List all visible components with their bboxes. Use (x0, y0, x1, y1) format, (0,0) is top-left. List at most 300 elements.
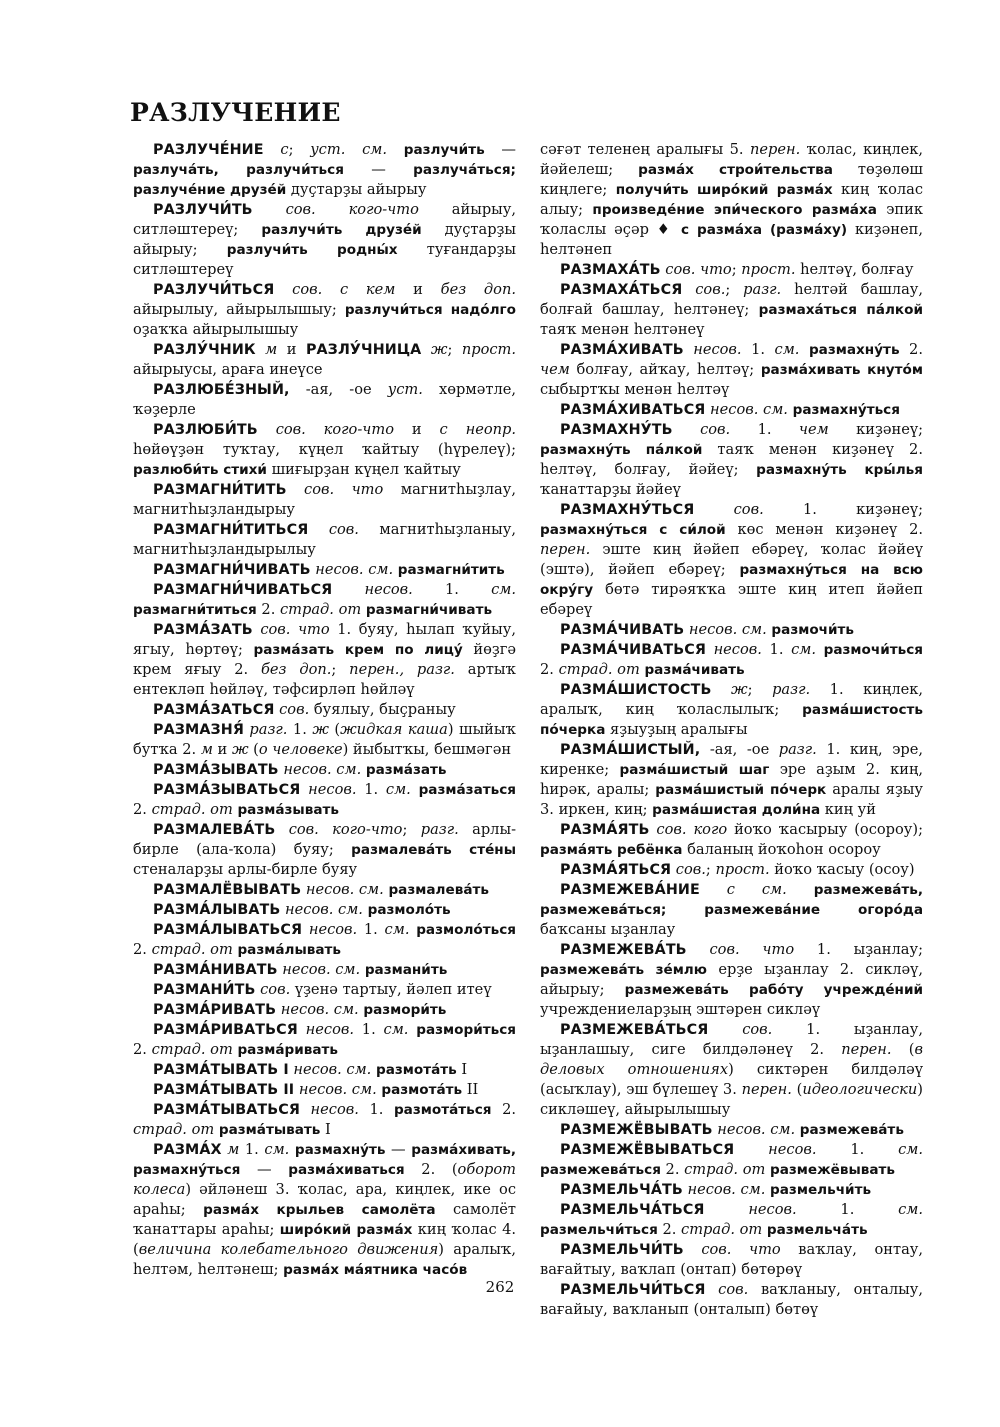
headword: РАЗМАЗНЯ́ (153, 722, 244, 738)
headword: РАЗМА́ХИВАТЬСЯ (560, 402, 706, 418)
headword: РАЗМА́ЗЫВАТЬСЯ (153, 782, 301, 798)
italic-note: несов. см. (710, 401, 788, 418)
italic-note: разг. (772, 681, 811, 698)
entry-text: баҡсаны ыҙанлау (540, 921, 676, 938)
italic-note: сов. (742, 1021, 773, 1038)
entry-text: -ая, -ое (289, 381, 388, 398)
headword: РАЗМА́ЗАТЬСЯ (153, 702, 275, 718)
italic-note: несов. см. (305, 881, 384, 898)
bold-phrase: размежева́ть рабо́ту учрежде́ний (624, 982, 923, 998)
bold-phrase: размота́ть (375, 1062, 457, 1078)
entry-text (421, 341, 430, 358)
entry-text: ; (288, 141, 311, 158)
entry-text: эпик ҡоласлы әҫәр ♦ (540, 201, 923, 238)
italic-note: см. (774, 341, 800, 358)
dictionary-entry (540, 400, 923, 420)
italic-note: несов. см. (687, 1181, 766, 1198)
headword: РАЗМА́ЯТЬ (560, 822, 650, 838)
italic-note: разг. (743, 281, 782, 298)
bold-phrase: размахну́ться (792, 402, 900, 418)
entry-text: ) сикләшеү, айырылышыу (540, 1081, 923, 1118)
italic-note: разг. (778, 741, 817, 758)
italic-note: страд. от (151, 1041, 233, 1058)
entry-text: ; (447, 341, 462, 358)
dictionary-entry (540, 680, 923, 740)
dictionary-entry (133, 820, 516, 880)
entry-text: 2. (133, 801, 152, 818)
italic-note: несов. см. (293, 1061, 372, 1078)
italic-note: сов. (279, 701, 310, 718)
dictionary-entry (540, 1020, 923, 1120)
entry-text: киҙәнеп, һелтәнеп (540, 221, 923, 258)
bold-phrase: размахну́ться на всю окру́гу (540, 562, 923, 598)
italic-note: несов. (748, 1201, 797, 1218)
headword: РАЗЛЮБИ́ТЬ (153, 422, 258, 438)
dictionary-entry (540, 880, 923, 940)
entry-text: ; (725, 281, 744, 298)
entry-text (708, 1021, 742, 1038)
italic-note: несов. см. (717, 1121, 796, 1138)
entry-text: 1. (796, 1201, 899, 1218)
right-column (540, 140, 923, 1320)
italic-note: сов. (700, 421, 731, 438)
bold-phrase: разма́х строи́тельства (638, 162, 833, 178)
entry-text (274, 281, 292, 298)
italic-note: сов. с кем (292, 281, 396, 298)
bold-phrase: разлуча́ть, разлучи́ться (133, 162, 344, 178)
running-head: РАЗЛУЧЕНИЕ (130, 98, 341, 127)
entry-text: ) йыбытҡы, бешмәгән (342, 741, 512, 758)
entry-text: сәғәт теленең аралығы 5. (540, 141, 750, 158)
dictionary-entry (133, 1020, 516, 1060)
entry-text: — (484, 141, 517, 158)
italic-note: м (227, 1141, 240, 1158)
entry-text: ; (402, 821, 421, 838)
headword: РАЗМАХА́ТЬСЯ (560, 282, 683, 298)
bold-phrase: разма́шистый шаг (619, 762, 770, 778)
italic-note: см. (491, 581, 517, 598)
entry-text (300, 781, 308, 798)
entry-text: — (343, 161, 414, 178)
headword: РАЗМЕЖЁВЫВАТЬ (560, 1122, 713, 1138)
bold-phrase: разма́ривать (237, 1042, 339, 1058)
italic-note: м (200, 741, 213, 758)
entry-text (287, 481, 304, 498)
entry-text (711, 681, 731, 698)
bold-phrase: размельчи́ться (540, 1222, 658, 1238)
entry-text: ) әйләнеш 3. ҡолас, ара, киңлек, ике ос араһы; (133, 1181, 516, 1218)
entry-text: ерҙе ыҙанлау 2. сикләү, айырыу; (540, 961, 924, 998)
bold-phrase: получи́ть широ́кий разма́х (615, 182, 833, 198)
entry-text: ( (891, 1041, 915, 1058)
bold-phrase: разма́шистость по́черка (540, 702, 923, 738)
italic-note: прост. (461, 341, 517, 358)
entry-text: учреждениеларҙың эштәрен сикләү (540, 1001, 821, 1018)
dictionary-entry (133, 960, 516, 980)
dictionary-entry (540, 500, 923, 620)
entry-text: 1. киңлек, аралыҡ, киң ҡоласлылыҡ; (540, 681, 923, 718)
bold-phrase: размельчи́ть (770, 1182, 872, 1198)
italic-note: см. (384, 921, 410, 938)
entry-text: 1. (730, 421, 799, 438)
headword: РАЗМА́ТЫВАТЬСЯ (153, 1102, 300, 1118)
entry-text: баланың йоҡоһон осороу (682, 841, 881, 858)
entry-text: 1. (741, 341, 775, 358)
italic-note: сов. кого-что (275, 421, 394, 438)
bold-phrase: размочи́ть (771, 622, 855, 638)
italic-note: страд. от (681, 1221, 763, 1238)
entry-text: ; (731, 261, 742, 278)
dictionary-entry (540, 340, 923, 400)
italic-note: несов. см. (688, 621, 767, 638)
headword: РАЗМА́ХИВАТЬ (560, 342, 684, 358)
headword: РАЗМАГНИ́ТИТЬСЯ (153, 522, 309, 538)
bold-phrase: размельча́ть (766, 1222, 868, 1238)
dictionary-entry (540, 1120, 923, 1140)
bold-phrase: разлучи́ть (403, 142, 485, 158)
entry-text: айырыу, ситләштереү; (133, 201, 516, 238)
bold-phrase: произведе́ние эпи́ческого разма́ха (592, 202, 877, 218)
dictionary-entry (133, 1100, 516, 1140)
italic-note: ж (430, 341, 448, 358)
bold-phrase: разма́хивать кнуто́м (760, 362, 923, 378)
entry-text: дуҫтарҙы айырыу; (133, 221, 516, 258)
bold-phrase: размагни́тить (397, 562, 505, 578)
entry-text: 1. ыҙанлау, ыҙанлашыу, сиге билдәләнеү 2. (540, 1021, 923, 1058)
italic-note: страд. от (151, 801, 233, 818)
italic-note: разг. (249, 721, 288, 738)
entry-text: айырыусы, араға инеүсе (133, 361, 323, 378)
italic-note: сов. (718, 1281, 749, 1298)
italic-note: несов. (308, 921, 358, 938)
entry-text: и (277, 341, 306, 358)
entry-text: ) шыйыҡ бутҡа 2. (133, 721, 516, 758)
italic-note: разг. (420, 821, 459, 838)
entry-text (706, 641, 714, 658)
entry-text: ( (328, 721, 341, 738)
entry-text: ваҡлау, онтау, вағайтыу, ваҡлап (онтап) бөтөрөү (540, 1241, 923, 1278)
entry-text: 1. киҙәнеү; (763, 501, 924, 518)
entry-text: эште киң йәйеп ебәреү, ҡолас йәйеү (эштә), йәйеп ебәреү; (540, 541, 923, 578)
entry-text: буялыу, быҫраныу (309, 701, 456, 718)
italic-note: сов. что (665, 261, 732, 278)
entry-text (684, 1241, 702, 1258)
italic-note: несов. (693, 341, 742, 358)
dictionary-entry (133, 280, 516, 340)
entry-text: ) сиктәрен билдәләү (асыҡлау), эш бүлешеү 3. (540, 1061, 923, 1098)
bold-phrase: разлучи́ться надо́лго (344, 302, 516, 318)
entry-text: болғау, айҡау, һелтәү; (569, 361, 761, 378)
bold-phrase: размахну́ть (808, 342, 900, 358)
headword: РАЗМА́ЗЫВАТЬ (153, 762, 279, 778)
entry-text (687, 941, 710, 958)
entry-text: сыбыртҡы менән һелтәү (540, 381, 730, 398)
headword: РАЗМА́НИВАТЬ (153, 962, 278, 978)
italic-note: сов. (695, 281, 726, 298)
entry-text: 2. (657, 1221, 682, 1238)
italic-note: см. (385, 781, 411, 798)
entry-text (734, 1141, 768, 1158)
entry-text: 2. ( (404, 1161, 458, 1178)
headword: РАЗЛУ́ЧНИК (153, 342, 256, 358)
bold-phrase: размори́ть (363, 1002, 447, 1018)
italic-note: см. (898, 1201, 924, 1218)
headword: РАЗЛУЧЕ́НИЕ (153, 142, 264, 158)
bold-phrase: размота́ть (381, 1082, 463, 1098)
entry-text: киң ҡолас 4. ( (133, 1221, 516, 1258)
entry-text: и (212, 741, 232, 758)
entry-text: ; (747, 681, 773, 698)
italic-note: м (265, 341, 278, 358)
entry-text: -ая, -ое (700, 741, 779, 758)
headword: РАЗМА́РИВАТЬСЯ (153, 1022, 298, 1038)
italic-note: с см. (726, 881, 787, 898)
entry-text: 1. (356, 781, 386, 798)
dictionary-entry (133, 720, 516, 760)
entry-text: артыҡ ентекләп һөйләү, тәфсирләп һөйләү (133, 661, 516, 698)
entry-text: — (385, 1141, 412, 1158)
italic-note: страд. от (133, 1121, 215, 1138)
dictionary-entry (540, 1200, 923, 1240)
dictionary-entry (540, 140, 923, 260)
entry-text: 1. (287, 721, 313, 738)
bold-phrase: размоло́ться (416, 922, 517, 938)
bold-phrase: размахну́ться с си́лой (540, 522, 726, 538)
italic-note: несов. (713, 641, 762, 658)
entry-text: бөтә тирәяҡҡа эште киң итеп йәйеп ебәреү (540, 581, 923, 618)
bold-phrase: размахну́ть (294, 1142, 386, 1158)
entry-text: магнитһыҙлау, магнитһыҙландырыу (133, 481, 516, 518)
bold-phrase: размежева́ть (799, 1122, 904, 1138)
dictionary-entry (133, 780, 516, 820)
headword: РАЗМАХНУ́ТЬ (560, 422, 673, 438)
entry-text: киҙәнеү; (828, 421, 924, 438)
italic-note: с неопр. (439, 421, 517, 438)
entry-text: аралы яҙыу 3. иркен, киң; (540, 781, 923, 818)
dictionary-entry (540, 860, 923, 880)
headword: РАЗМЕЖЕВА́НИЕ (560, 882, 700, 898)
bold-phrase: размота́ться (393, 1102, 492, 1118)
italic-note: несов. (768, 1141, 817, 1158)
italic-note: несов. (310, 1101, 359, 1118)
dictionary-entry (133, 920, 516, 960)
entry-text: ; (331, 661, 350, 678)
entry-text: стеналарҙы арлы-бирле буяу (133, 861, 358, 878)
headword: РАЗМЕЛЬЧИ́ТЬ (560, 1242, 684, 1258)
entry-text: дуҫтарҙы айырыу (286, 181, 427, 198)
bold-phrase: разма́хивать, размахну́ться (133, 1142, 517, 1178)
entry-text: и (395, 281, 441, 298)
headword: РАЗМА́РИВАТЬ (153, 1002, 277, 1018)
bold-phrase: разма́чивать (644, 662, 745, 678)
dictionary-entry (540, 740, 923, 820)
entry-text: һөйөүҙән туҡтау, күңел ҡайтыу (һүрелеү); (133, 441, 516, 458)
entry-text: ) аралыҡ, һелтәм, һелтәнеш; (133, 1241, 517, 1278)
entry-text (684, 341, 694, 358)
italic-note: сов. (733, 501, 764, 518)
dictionary-entry (133, 420, 516, 480)
italic-note: о человеке (258, 741, 343, 758)
bold-phrase: разлучи́ть друзе́й (261, 222, 422, 238)
italic-note: перен. (749, 141, 801, 158)
headword: РАЗМЕЛЬЧА́ТЬ (560, 1182, 683, 1198)
dictionary-entry (133, 200, 516, 280)
bold-phrase: размалева́ть сте́ны (351, 842, 516, 858)
italic-note: несов. см. (283, 761, 362, 778)
italic-note: без доп. (440, 281, 516, 298)
entry-text: 2. (133, 1041, 152, 1058)
entry-text: йөҙгә крем яғыу 2. (133, 641, 516, 678)
italic-note: страд. от (558, 661, 640, 678)
bold-phrase: разма́лывать (237, 942, 342, 958)
entry-text (256, 341, 265, 358)
bold-phrase: размочи́ться (823, 642, 923, 658)
dictionary-entry (540, 940, 923, 1020)
entry-text (264, 141, 281, 158)
entry-text: төҙөлөш киңлеге; (540, 161, 923, 198)
bold-phrase: широ́кий разма́х (279, 1222, 413, 1238)
entry-text: шиғырҙан күңел ҡайтыу (266, 461, 461, 478)
bold-phrase: разма́зать (365, 762, 447, 778)
entry-text (298, 1021, 306, 1038)
headword: РАЗМАГНИ́ЧИВАТЬСЯ (153, 582, 333, 598)
italic-note: несов. (305, 1021, 354, 1038)
italic-note: сов. кого (656, 821, 728, 838)
entry-text: үҙенә тартыу, йәлеп итеү (290, 981, 492, 998)
entry-text: йоҡо ҡасырыу (осороу); (727, 821, 923, 838)
entry-text: 1. киң, эре, киренке; (540, 741, 923, 778)
dictionary-entry (133, 620, 516, 700)
bold-phrase: размежёвывать (769, 1162, 896, 1178)
headword: РАЗМЕЖЕВА́ТЬСЯ (560, 1022, 709, 1038)
entry-text: киң уй (820, 801, 876, 818)
dictionary-entry (133, 140, 516, 200)
italic-note: идеологически (802, 1081, 918, 1098)
headword: РАЗМАЛЁВЫВАТЬ (153, 882, 302, 898)
entry-text: таяҡ менән киҙәнеү 2. һелтәү, болғау, йәйеү; (540, 441, 923, 478)
entry-text: 1. буяу, һылап ҡуйыу, ягыу, һөртөү; (133, 621, 516, 658)
bold-phrase: размежева́ться (540, 1162, 661, 1178)
italic-note: см. (383, 1021, 409, 1038)
entry-text (387, 141, 404, 158)
entry-text: 1. ыҙанлау; (794, 941, 923, 958)
italic-note: прост. (715, 861, 770, 878)
italic-note: страд. от (151, 941, 233, 958)
italic-note: сов. (260, 981, 291, 998)
entry-text: I (320, 1121, 331, 1138)
headword: РАЗМА́ЛЫВАТЬСЯ (153, 922, 303, 938)
bold-phrase: размани́ть (364, 962, 448, 978)
entry-text: арлы-бирле (ала-ҡола) буяу; (133, 821, 516, 858)
headword: РАЗМАХНУ́ТЬСЯ (560, 502, 695, 518)
entry-text: таяҡ менән һелтәнеү (540, 321, 705, 338)
entry-text: ҡолас, киңлек, йәйелеш; (540, 141, 924, 178)
headword: РАЗМА́ЯТЬСЯ (560, 862, 672, 878)
italic-note: в деловых отношениях (540, 1041, 923, 1078)
headword: РАЗМАЛЕВА́ТЬ (153, 822, 276, 838)
entry-text: йоҡо ҡасыу (осоу) (769, 861, 915, 878)
italic-note: жидкая каша (340, 721, 448, 738)
italic-note: см. (264, 1141, 290, 1158)
bold-phrase: разма́хиваться (288, 1162, 405, 1178)
headword: РАЗЛУ́ЧНИЦА (305, 342, 422, 358)
entry-text: 2. (133, 941, 152, 958)
entry-text (705, 1201, 749, 1218)
entry-text (799, 341, 809, 358)
page-number: 262 (485, 1278, 515, 1296)
italic-note: несов. см. (282, 961, 361, 978)
bold-phrase: размахну́ть па́лкой (540, 442, 703, 458)
bold-phrase: разма́заться (418, 782, 516, 798)
entry-text: айырылыу, айырылышыу; (133, 301, 345, 318)
entry-text: 2. (256, 601, 280, 618)
dictionary-entry (133, 880, 516, 900)
entry-text: туғандарҙы ситләштереү (133, 241, 516, 278)
dictionary-entry (540, 420, 923, 500)
bold-phrase: разлучи́ть родны́х (226, 242, 398, 258)
entry-text: ( (248, 741, 259, 758)
italic-note: сов. кого-что (285, 201, 419, 218)
headword: РАЗЛУЧИ́ТЬ (153, 202, 253, 218)
italic-note: сов. кого-что (288, 821, 403, 838)
italic-note: сов. что (260, 621, 330, 638)
italic-note: уст. см. (310, 141, 387, 158)
italic-note: сов. (328, 521, 359, 538)
bold-phrase: размежева́ть зе́млю (540, 962, 707, 978)
headword: РАЗЛЮБЕ́ЗНЫЙ, (153, 382, 290, 398)
entry-text: ваҡланыу, онталыу, вағайыу, ваҡланып (онталып) бөтөү (540, 1281, 923, 1318)
entry-text (411, 781, 419, 798)
headword: РАЗМА́ЧИВАТЬСЯ (560, 642, 706, 658)
italic-note: сов. что (701, 1241, 781, 1258)
entry-text: эре аҙым 2. киң, һирәк, аралы; (540, 761, 923, 798)
italic-note: несов. см. (298, 1081, 377, 1098)
italic-note: перен. (841, 1041, 892, 1058)
headword: РАЗМА́Х (153, 1142, 222, 1158)
entry-text (300, 1101, 311, 1118)
entry-text (302, 921, 309, 938)
italic-note: несов. (364, 581, 413, 598)
italic-note: с (280, 141, 289, 158)
entry-text: 2. (540, 661, 559, 678)
entry-text (682, 281, 695, 298)
dictionary-entry (133, 340, 516, 380)
bold-phrase: размаха́ться па́лкой (758, 302, 923, 318)
bold-phrase: размахну́ть кры́лья (756, 462, 923, 478)
entry-text: 2. (660, 1161, 685, 1178)
dictionary-entry (133, 520, 516, 560)
bold-phrase: разма́х крыльев самолёта (203, 1202, 436, 1218)
italic-note: несов. см. (285, 901, 363, 918)
headword: РАЗМЕЛЬЧА́ТЬСЯ (560, 1202, 705, 1218)
entry-text: оҙаҡҡа айырылышыу (133, 321, 299, 338)
italic-note: страд. от (684, 1161, 766, 1178)
entry-text: I (456, 1061, 468, 1078)
italic-note: оборот колеса (133, 1161, 516, 1198)
bold-phrase: разма́ять ребёнка (540, 842, 683, 858)
bold-phrase: размагни́чивать (365, 602, 493, 618)
entry-text: 2. (491, 1101, 516, 1118)
entry-text: II (462, 1081, 479, 1098)
bold-phrase: размори́ться (416, 1022, 517, 1038)
headword: РАЗМА́ШИСТОСТЬ (560, 682, 712, 698)
dictionary-entry (133, 1140, 516, 1280)
italic-note: ж (731, 681, 748, 698)
bold-phrase: разма́х ма́ятника часо́в (283, 1262, 468, 1278)
dictionary-entry (133, 700, 516, 720)
dictionary-entry (133, 980, 516, 1000)
entry-text: ( (791, 1081, 803, 1098)
